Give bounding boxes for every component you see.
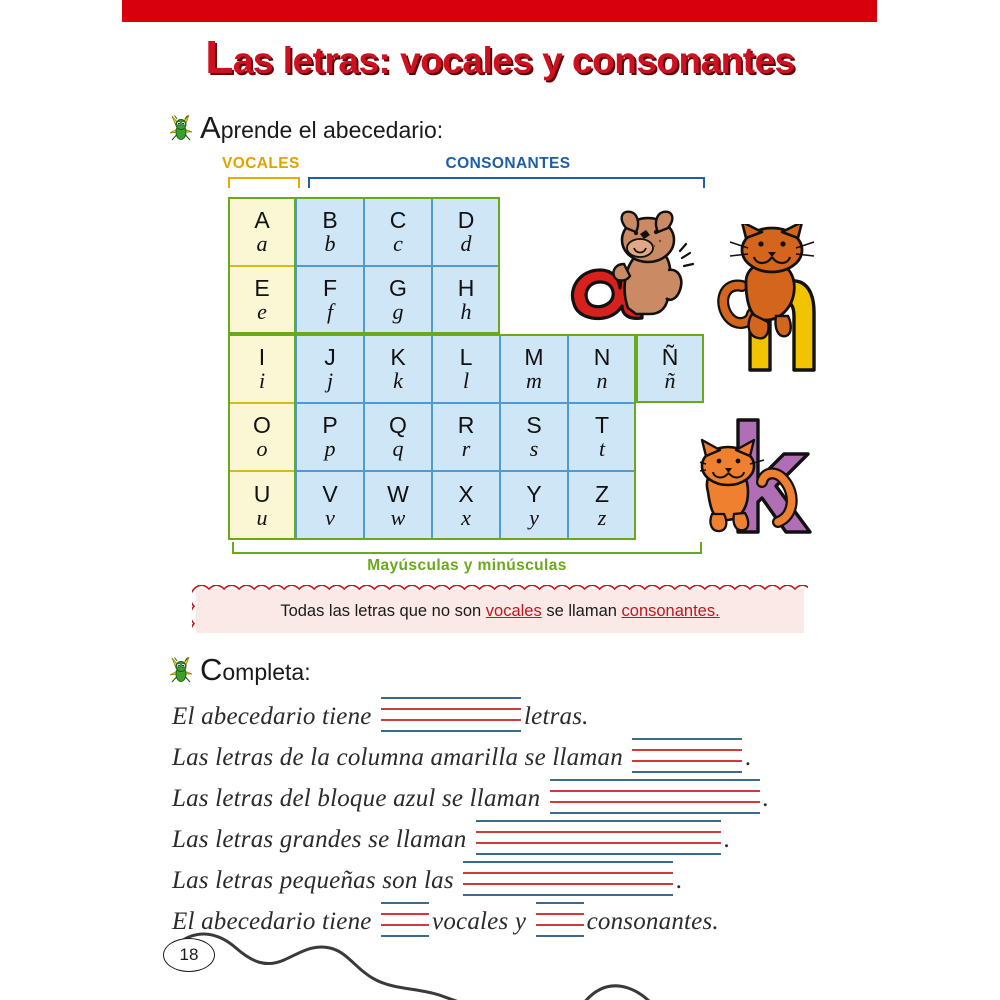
consonant-uppercase: X xyxy=(458,480,474,507)
consonant-lowercase: g xyxy=(392,299,404,325)
spacer xyxy=(769,785,775,813)
consonant-lowercase: y xyxy=(529,504,539,530)
answer-blank[interactable] xyxy=(632,738,742,772)
vowel-lowercase: e xyxy=(257,299,267,325)
spacer xyxy=(730,826,736,854)
vowel-uppercase: O xyxy=(253,412,271,439)
exercise-text: El abecedario tiene xyxy=(172,908,372,935)
consonant-cell-d xyxy=(432,197,500,266)
consonant-lowercase: x xyxy=(461,504,471,530)
consonant-cell-b xyxy=(296,197,364,266)
spacer xyxy=(372,703,378,731)
exercise-text: letras. xyxy=(524,703,589,730)
consonant-cell-m xyxy=(500,334,568,403)
consonant-cell-ñ xyxy=(636,334,704,403)
bracket-consonantes xyxy=(308,177,705,188)
spacer xyxy=(589,703,595,731)
exercise-text: . xyxy=(745,744,752,771)
consonant-uppercase: H xyxy=(457,275,475,302)
exercise-text: Las letras grandes se llaman xyxy=(172,826,467,853)
consonant-uppercase: N xyxy=(593,343,611,370)
consonant-uppercase: Z xyxy=(594,480,610,507)
page-title-dropcap: L xyxy=(205,31,233,83)
answer-blank[interactable] xyxy=(550,779,760,813)
vowel-cell-i xyxy=(228,334,296,403)
bracket-vocales xyxy=(228,177,300,188)
consonant-uppercase: D xyxy=(457,206,475,233)
consonant-lowercase: v xyxy=(325,504,335,530)
consonant-lowercase: f xyxy=(326,299,334,325)
consonant-uppercase: K xyxy=(390,343,406,370)
alphabet-row xyxy=(228,334,704,403)
consonant-lowercase: q xyxy=(392,436,404,462)
consonant-cell-c xyxy=(364,197,432,266)
vowel-uppercase: U xyxy=(253,480,271,507)
consonant-lowercase: b xyxy=(324,230,336,256)
exercise-text: . xyxy=(723,826,731,853)
consonant-uppercase: L xyxy=(459,343,473,370)
notice-highlight-consonantes: consonantes. xyxy=(621,601,720,620)
consonant-lowercase: r xyxy=(461,436,471,462)
notice-text xyxy=(280,602,719,621)
exercise-line xyxy=(172,731,872,772)
consonant-lowercase: t xyxy=(598,436,606,462)
exercise-text: Las letras del bloque azul se llaman xyxy=(172,785,541,812)
exercise-line xyxy=(172,772,872,813)
consonant-cell-l xyxy=(432,334,500,403)
consonant-lowercase: k xyxy=(393,367,403,393)
consonant-cell-n xyxy=(568,334,636,403)
section-heading-completa xyxy=(168,652,311,688)
vowel-cell-a xyxy=(228,197,296,266)
consonant-uppercase: M xyxy=(524,343,544,370)
consonant-cell-v xyxy=(296,471,364,540)
consonant-cell-x xyxy=(432,471,500,540)
vowel-uppercase: E xyxy=(254,275,270,302)
consonant-lowercase: c xyxy=(393,230,403,256)
cat-with-letter-k-illustration xyxy=(700,418,818,536)
consonant-lowercase: w xyxy=(390,504,406,530)
consonant-uppercase: C xyxy=(389,206,407,233)
consonant-uppercase: G xyxy=(389,275,407,302)
page-title-rest: as letras: vocales y consonantes xyxy=(232,40,795,81)
consonant-uppercase: J xyxy=(324,343,336,370)
consonant-cell-p xyxy=(296,403,364,472)
exercise-list xyxy=(172,690,872,936)
vowel-uppercase: A xyxy=(254,206,270,233)
spacer xyxy=(683,867,689,895)
page-title xyxy=(0,31,1000,83)
page-number: 18 xyxy=(163,938,215,972)
consonant-uppercase: Ñ xyxy=(661,343,679,370)
exercise-text: El abecedario tiene xyxy=(172,703,372,730)
spacer xyxy=(467,826,473,854)
spacer xyxy=(752,744,758,772)
answer-blank[interactable] xyxy=(381,697,521,731)
consonant-cell-r xyxy=(432,403,500,472)
vowel-lowercase: o xyxy=(256,436,268,462)
exercise-text: . xyxy=(762,785,770,812)
consonant-cell-z xyxy=(568,471,636,540)
consonant-lowercase: m xyxy=(526,367,542,393)
vowel-lowercase: a xyxy=(256,230,268,256)
spacer xyxy=(454,867,460,895)
consonant-cell-t xyxy=(568,403,636,472)
vowel-lowercase: i xyxy=(258,367,266,393)
consonant-cell-g xyxy=(364,266,432,335)
spacer xyxy=(623,744,629,772)
consonant-cell-y xyxy=(500,471,568,540)
consonant-cell-h xyxy=(432,266,500,335)
notice-middle: se llaman xyxy=(541,601,622,620)
label-mayusculas: Mayúsculas y minúsculas xyxy=(367,557,567,574)
consonant-lowercase: n xyxy=(596,367,608,393)
consonant-uppercase: Y xyxy=(526,480,542,507)
consonant-uppercase: V xyxy=(322,480,338,507)
consonant-uppercase: T xyxy=(594,412,610,439)
exercise-text: Las letras pequeñas son las xyxy=(172,867,454,894)
answer-blank[interactable] xyxy=(476,820,721,854)
bracket-mayusculas xyxy=(232,542,702,554)
consonant-cell-j xyxy=(296,334,364,403)
consonant-lowercase: d xyxy=(460,230,472,256)
consonant-cell-k xyxy=(364,334,432,403)
notice-box xyxy=(196,589,804,633)
vowel-uppercase: I xyxy=(258,343,266,370)
alphabet-row xyxy=(228,471,704,540)
consonant-lowercase: j xyxy=(326,367,334,393)
spacer xyxy=(540,785,546,813)
grasshopper-icon xyxy=(168,113,194,143)
dog-with-letter-a-illustration xyxy=(556,208,696,326)
vowel-cell-u xyxy=(228,471,296,540)
consonant-cell-s xyxy=(500,403,568,472)
cat-with-letter-n-illustration xyxy=(716,224,828,372)
notice-before: Todas las letras que no son xyxy=(280,601,486,620)
exercise-text: consonantes. xyxy=(586,908,719,935)
consonant-uppercase: P xyxy=(322,412,338,439)
section-heading-aprende-text: Aprende el abecedario: xyxy=(200,110,444,145)
consonant-lowercase: z xyxy=(597,504,607,530)
label-consonantes: CONSONANTES xyxy=(445,155,571,172)
vowel-cell-e xyxy=(228,266,296,335)
top-red-banner xyxy=(122,0,877,22)
consonant-uppercase: B xyxy=(322,206,338,233)
section-heading-aprende xyxy=(168,110,443,146)
consonant-cell-q xyxy=(364,403,432,472)
answer-blank[interactable] xyxy=(463,861,673,895)
exercise-line xyxy=(172,813,872,854)
consonant-cell-w xyxy=(364,471,432,540)
grasshopper-icon xyxy=(168,655,194,685)
exercise-line xyxy=(172,690,872,731)
consonant-uppercase: S xyxy=(526,412,542,439)
consonant-cell-f xyxy=(296,266,364,335)
exercise-text: . xyxy=(676,867,683,894)
consonant-uppercase: F xyxy=(322,275,338,302)
alphabet-row xyxy=(228,403,704,472)
consonant-uppercase: R xyxy=(457,412,475,439)
consonant-lowercase: l xyxy=(462,367,470,393)
consonant-uppercase: Q xyxy=(389,412,407,439)
footer-decorative-squiggle xyxy=(180,930,880,1000)
notice-highlight-vocales: vocales xyxy=(485,601,542,620)
consonant-lowercase: p xyxy=(324,436,336,462)
label-vocales: VOCALES xyxy=(222,155,300,172)
consonant-lowercase: s xyxy=(529,436,539,462)
consonant-uppercase: W xyxy=(387,480,409,507)
exercise-text: Las letras de la columna amarilla se llaman xyxy=(172,744,623,771)
exercise-text: vocales y xyxy=(432,908,527,935)
vowel-lowercase: u xyxy=(256,504,268,530)
consonant-lowercase: h xyxy=(460,299,472,325)
section-heading-completa-text: Completa: xyxy=(200,652,311,687)
vowel-cell-o xyxy=(228,403,296,472)
consonant-lowercase: ñ xyxy=(664,367,676,393)
exercise-line xyxy=(172,854,872,895)
